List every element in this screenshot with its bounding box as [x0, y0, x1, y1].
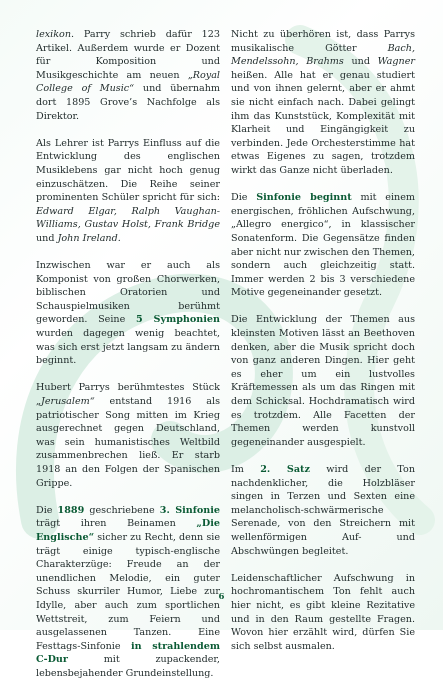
paragraph — [231, 572, 415, 654]
text-run: Inzwischen war er auch als Komponist von großen Chorwerken, biblischen Oratorien und Schauspielmusiken berühmt geworden. Seine — [36, 260, 220, 326]
page-number: 6 — [218, 592, 225, 602]
text-run: und — [36, 232, 58, 244]
text-run: Als Lehrer ist Parrys Einfluss auf die Entwicklung des englischen Musiklebens gar nicht hoch genug einzuschätzen. Die Reihe seiner prominenten Schüler spricht für sich: — [36, 137, 220, 204]
text-run: wird der Ton nachdenklicher, die Holzbläser singen in Terzen und Sexten eine melancholisch-schwärmerische Serenade, von den Streichern mit wellenförmigen Auf- und Abschwüngen begleitet. — [231, 464, 416, 557]
text-run: geschriebene — [84, 504, 160, 516]
bold-text: 5 Symphonien — [135, 314, 220, 326]
paragraph — [36, 28, 220, 123]
bold-text: 2. Satz — [260, 464, 310, 475]
italic-text: John Ireland. — [57, 232, 121, 244]
text-run: Hubert Parrys berühmtestes Stück — [36, 382, 220, 394]
text-run: mit zupackender, lebensbejahender Grundeinstellung. — [36, 654, 220, 679]
paragraph — [36, 381, 220, 490]
paragraph — [36, 259, 220, 368]
paragraph — [231, 191, 415, 300]
paragraph — [231, 28, 415, 178]
text-run: Die Entwicklung der Themen aus kleinsten Motiven lässt an Beethoven denken, aber die Musik spricht doch von ganz anderen Dingen. Hier geht es eher um ein lustvolles Kräftemessen als um das Ringen mit dem Schicksal. Hochdramatisch wird es trotzdem. Alle Facetten der Themen werden kunstvoll gegeneinander ausgespielt. — [231, 314, 415, 448]
bold-text: Sinfonie beginnt — [256, 192, 352, 204]
bold-text: 3. Sinfonie — [159, 504, 220, 516]
text-run: Im — [231, 464, 261, 475]
text-run: mit einem energischen, fröhlichen Aufschwung, „Allegro energico“, in klassischer Sonatenform. Die Gegensätze finden aber nicht nur zwischen den Themen, sondern auch gleichzeitig statt. Immer werden 2 bis 3 verschiedene Motive gegeneinander gesetzt. — [231, 192, 415, 299]
italic-text: „Royal College of Music“ — [36, 69, 220, 95]
text-run: Parry schrieb dafür 123 Artikel. Außerdem wurde er Dozent für Komposition und Musikgeschichte am neuen — [36, 29, 220, 81]
italic-text: „Jerusalem“ — [36, 396, 95, 408]
bold-text: in strahlendem C-Dur — [36, 640, 220, 666]
text-run: und übernahm dort 1895 Grove’s Nachfolge als Direktor. — [36, 83, 220, 122]
text-run: Nicht zu überhören ist, dass Parrys musikalische Götter — [231, 29, 415, 54]
text-run: Die — [231, 192, 257, 204]
text-run: Leidenschaftlicher Aufschwung in hochromantischem Ton fehlt auch hier nicht, es gibt kleine Rezitative und in den Raum gestellte Fragen. Wovon hier erzählt wird, dürfen Sie sich selbst ausmalen. — [231, 572, 415, 652]
bold-text: „Die Englische“ — [36, 518, 220, 543]
paragraph — [36, 137, 220, 246]
italic-text: Wagner — [377, 56, 415, 68]
text-run: heißen. Alle hat er genau studiert und von ihnen gelernt, aber er ahmt sie nicht einfach nach. Dabei gelingt ihm das Kunststück, Komplexität mit Klarheit und Eingängigkeit zu verbinden. Jede Orchesterstimme hat etwas Eigenes zu sagen, trotzdem wirkt das Ganze nicht überladen. — [231, 69, 415, 176]
text-run: Die — [36, 504, 58, 516]
text-run: entstand 1916 als patriotischer Song mitten im Krieg ausgerechnet gegen Deutschland, was sein humanistisches Weltbild zusammenbrechen ließ. Er starb 1918 an den Folgen der Spanischen Grippe. — [36, 396, 220, 489]
bold-text: 1889 — [57, 504, 85, 516]
paragraph — [231, 463, 415, 558]
text-column-right — [231, 28, 415, 667]
text-run: trägt ihren Beinamen — [36, 518, 197, 530]
text-run: wurden dagegen wenig beachtet, was sich erst jetzt langsam zu ändern beginnt. — [36, 328, 220, 367]
paragraph — [231, 313, 415, 449]
text-run: und — [343, 56, 378, 68]
text-run: sicher zu Recht, denn sie trägt einige typisch-englische Charakterzüge: Freude an der unendlichen Melodie, ein guter Schuss skurriler Humor, Liebe zur Idylle, aber auch zum sportlichen Wettstreit, zum Feiern und ausgelassenen Tanzen. Eine Festtags-Sinfonie — [36, 531, 220, 652]
italic-text: lexikon. — [36, 29, 75, 40]
italic-text: Edward Elgar, Ralph Vaughan-Williams, Gustav Holst, Frank Bridge — [36, 205, 220, 231]
italic-text: Bach, Mendelssohn, Brahms — [231, 42, 415, 68]
